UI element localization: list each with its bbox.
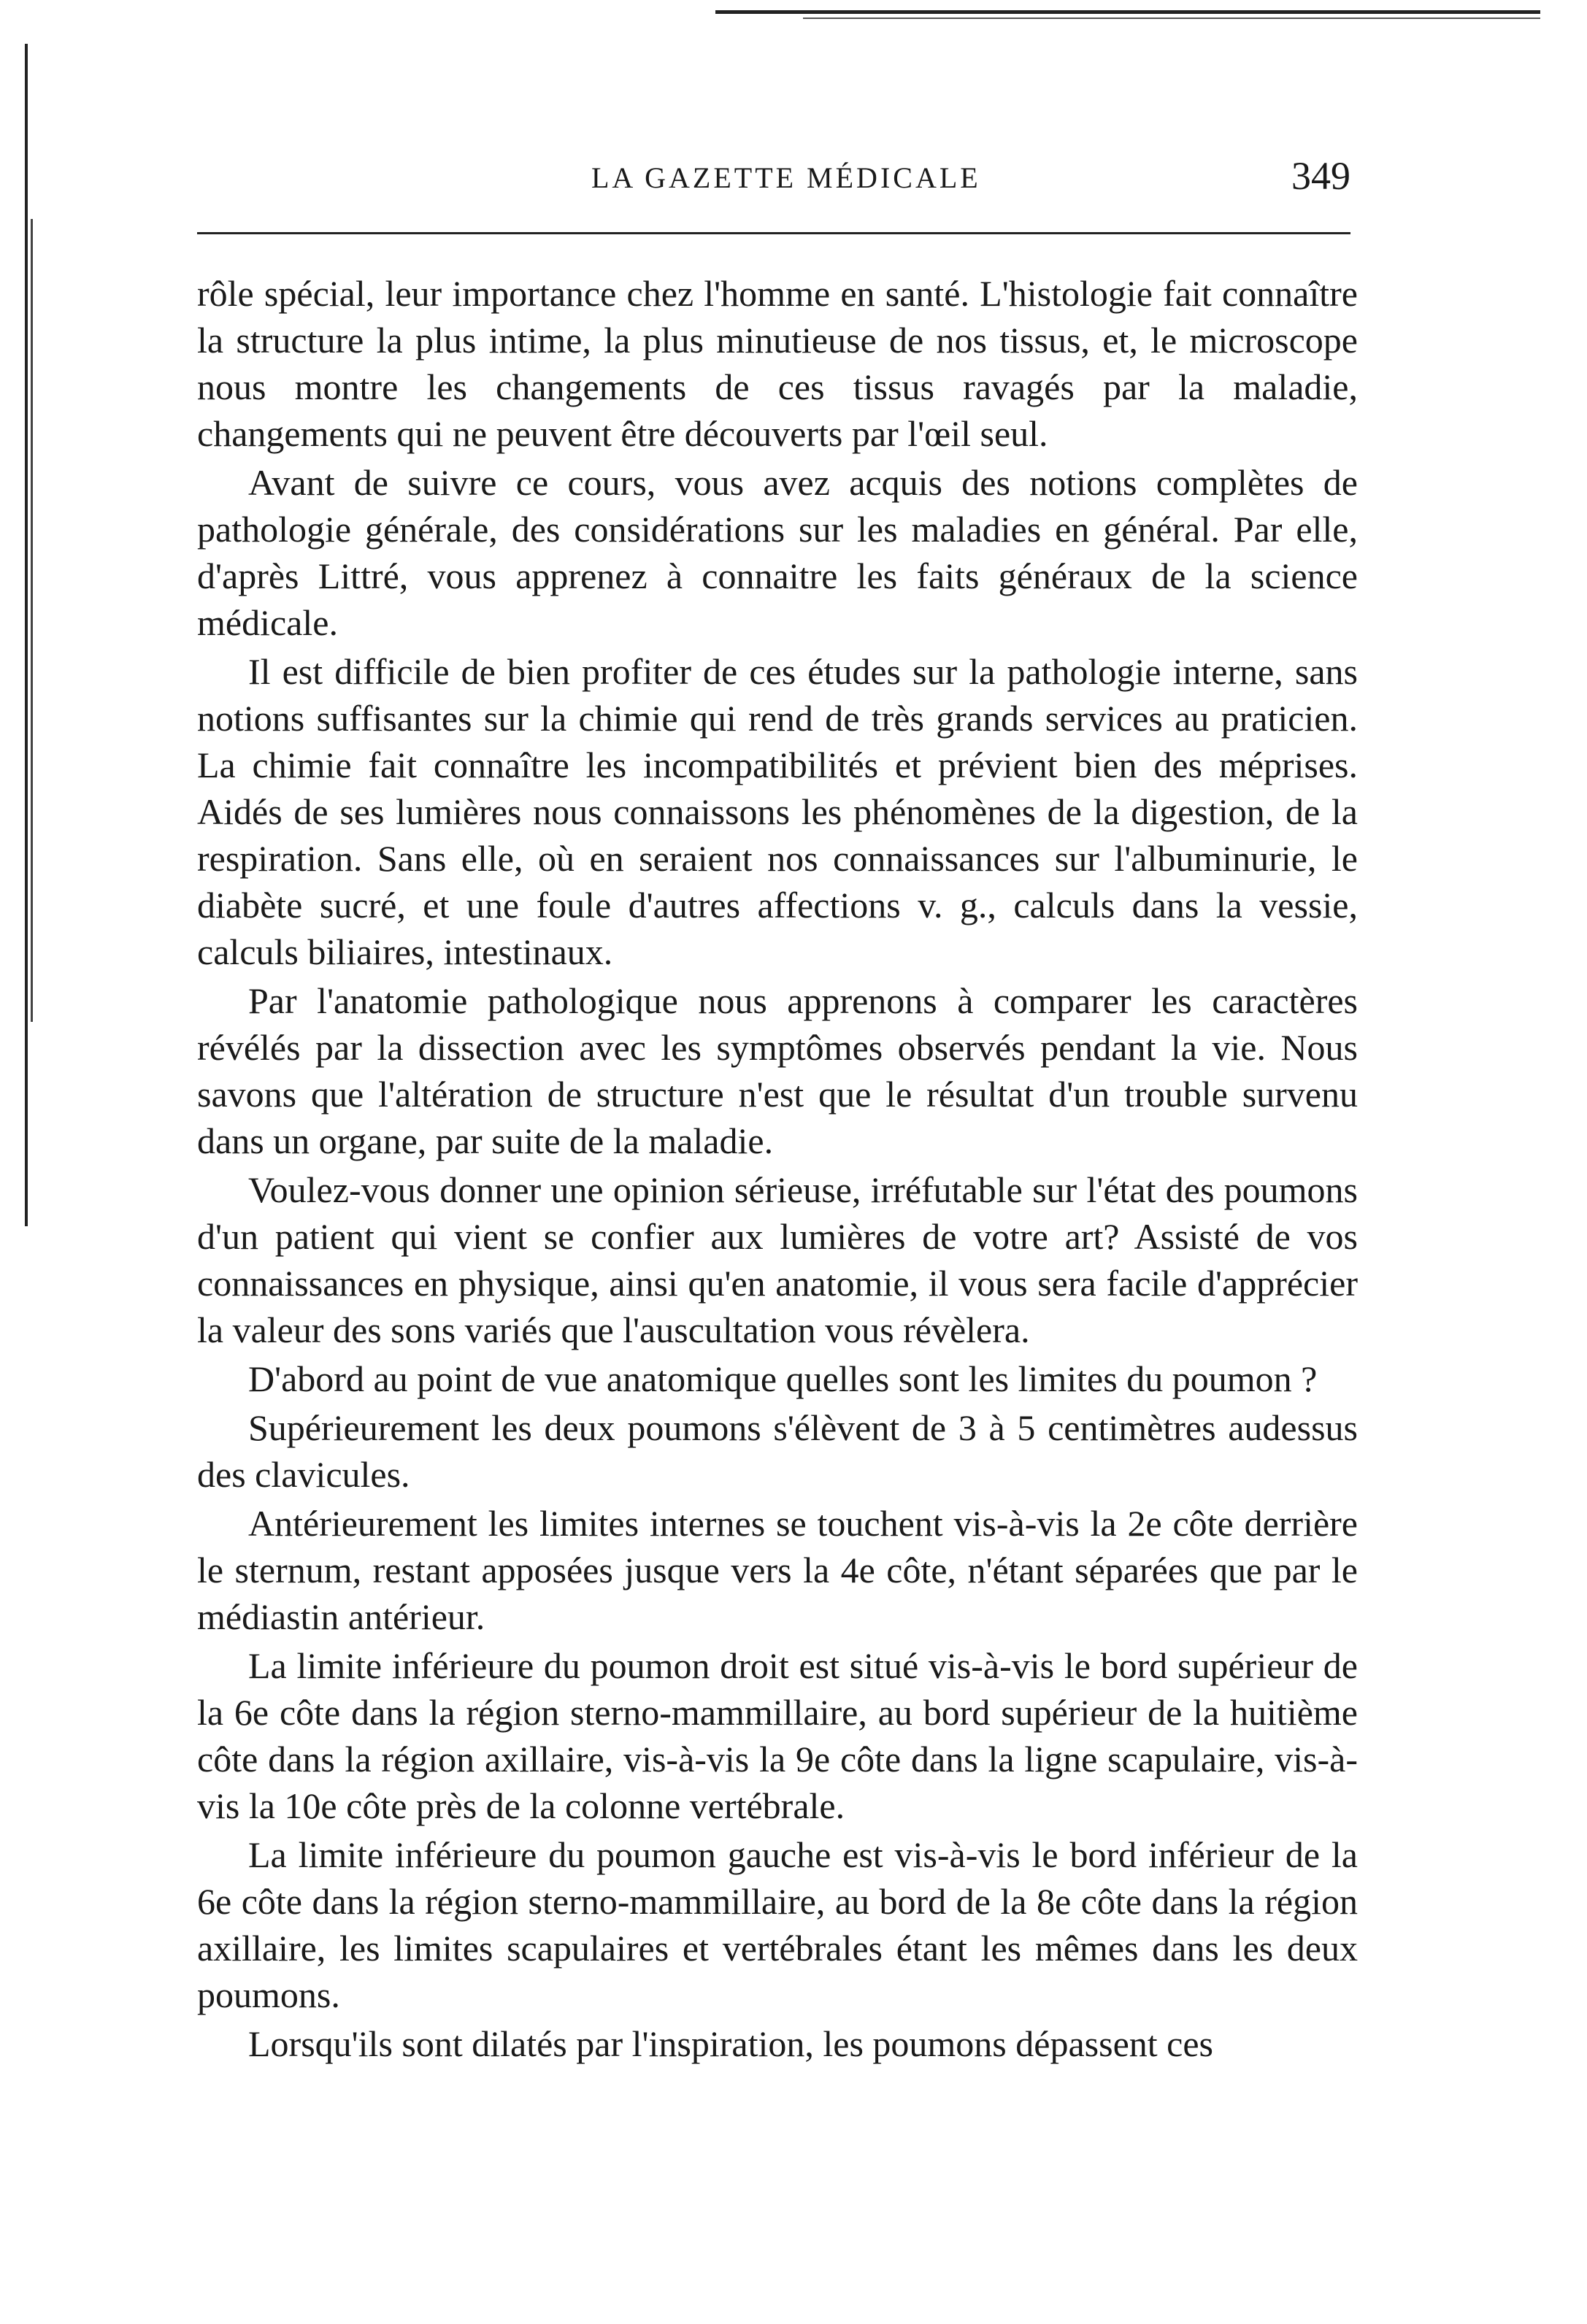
running-title: LA GAZETTE MÉDICALE — [591, 161, 981, 194]
paragraph: Lorsqu'ils sont dilatés par l'inspiration, les poumons dépassent ces — [248, 2023, 1213, 2064]
binding-edge — [25, 44, 28, 1226]
top-rule-thin — [803, 18, 1540, 19]
paragraph: Avant de suivre ce cours, vous avez acquis des notions complètes de pathologie générale, des considérations sur les maladies en général. Par elle, d'après Littré, vous apprenez à connaitre les faits généraux de la science médicale. — [197, 462, 1358, 643]
top-rule — [715, 10, 1540, 14]
paragraph: Par l'anatomie pathologique nous apprenons à comparer les caractères révélés par la dissection avec les symptômes observés pendant la vie. Nous savons que l'altération de structure n'est que le résultat d'un trouble survenu dans un organe, par suite de la maladie. — [197, 980, 1358, 1161]
page-header — [197, 153, 1350, 204]
body-text — [197, 270, 1358, 2067]
paragraph: Il est difficile de bien profiter de ces études sur la pathologie interne, sans notions suffisantes sur la chimie qui rend de très grands services au praticien. La chimie fait connaître les incompatibilités et prévient bien des méprises. Aidés de ses lumières nous connaissons les phénomènes de la digestion, de la respiration. Sans elle, où en seraient nos connaissances sur l'albuminurie, le diabète sucré, et une foule d'autres affections v. g., calculs dans la vessie, calculs biliaires, intestinaux. — [197, 651, 1358, 972]
paragraph: Antérieurement les limites internes se touchent vis-à-vis la 2e côte derrière le sternum, restant apposées jusque vers la 4e côte, n'étant séparées que par le médiastin antérieur. — [197, 1503, 1358, 1637]
paragraph: D'abord au point de vue anatomique quelles sont les limites du poumon ? — [248, 1358, 1318, 1399]
header-rule — [197, 232, 1350, 234]
page-number: 349 — [1291, 154, 1350, 198]
paragraph: La limite inférieure du poumon droit est situé vis-à-vis le bord supérieur de la 6e côte dans la région sterno-mammillaire, au bord supérieur de la huitième côte dans la région axillaire, vis-à-vis la 9e côte dans la ligne scapulaire, vis-à-vis la 10e côte près de la colonne vertébrale. — [197, 1645, 1358, 1826]
paragraph: La limite inférieure du poumon gauche est vis-à-vis le bord inférieur de la 6e côte dans la région sterno-mammillaire, au bord de la 8e côte dans la région axillaire, les limites scapulaires et vertébrales étant les mêmes dans les deux poumons. — [197, 1834, 1358, 2015]
paragraph: rôle spécial, leur importance chez l'homme en santé. L'histologie fait connaître la structure la plus intime, la plus minutieuse de nos tissus, et, le microscope nous montre les changements de ces tissus ravagés par la maladie, changements qui ne peuvent être découverts par l'œil seul. — [197, 273, 1358, 454]
paragraph: Supérieurement les deux poumons s'élèvent de 3 à 5 centimètres audessus des clavicules. — [197, 1407, 1358, 1495]
binding-edge-inner — [31, 219, 33, 1022]
paragraph: Voulez-vous donner une opinion sérieuse, irréfutable sur l'état des poumons d'un patient qui vient se confier aux lumières de votre art? Assisté de vos connaissances en physique, ainsi qu'en anatomie, il vous sera facile d'apprécier la valeur des sons variés que l'auscultation vous révèlera. — [197, 1169, 1358, 1350]
